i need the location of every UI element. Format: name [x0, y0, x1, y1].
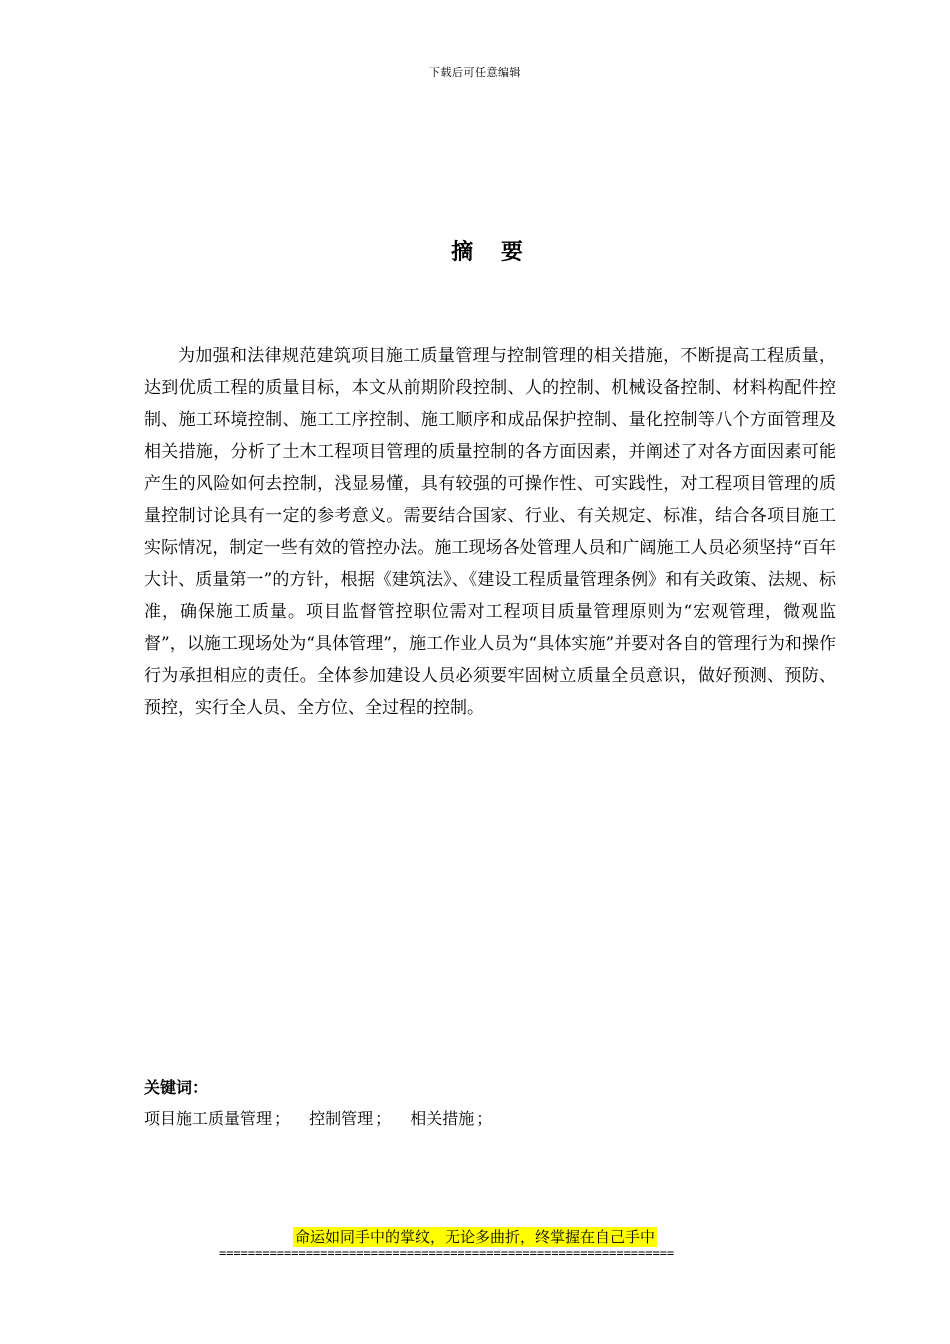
header-note: 下载后可任意编辑 — [429, 66, 521, 79]
page-title: 摘 要 — [451, 240, 533, 265]
footer-motto-container — [0, 1227, 950, 1247]
keyword-item: 控制管理 — [309, 1109, 374, 1128]
footer-motto: 命运如同手中的掌纹，无论多曲折，终掌握在自己手中 — [294, 1228, 655, 1246]
footer-rule: =============================================================== — [219, 1246, 675, 1260]
keywords-label: 关键词： — [144, 1078, 209, 1097]
keyword-separator: ； — [375, 1109, 392, 1128]
keywords-list — [144, 1108, 506, 1130]
keyword-separator: ； — [274, 1109, 291, 1128]
keyword-separator: ； — [476, 1109, 493, 1128]
keyword-item: 项目施工质量管理 — [144, 1109, 273, 1128]
keyword-item: 相关措施 — [410, 1109, 475, 1128]
abstract-paragraph: 为加强和法律规范建筑项目施工质量管理与控制管理的相关措施，不断提高工程质量，达到优质工程的质量目标，本文从前期阶段控制、人的控制、机械设备控制、材料构配件控制、施工环境控制、施工工序控制、施工顺序和成品保护控制、量化控制等八个方面管理及相关措施，分析了土木工程项目管理的质量控制的各方面因素，并阐述了对各方面因素可能产生的风险如何去控制，浅显易懂，具有较强的可操作性、可实践性，对工程项目管理的质量控制讨论具有一定的参考意义。需要结合国家、行业、有关规定、标准，结合各项目施工实际情况，制定一些有效的管控办法。施工现场各处管理人员和广阔施工人员必须坚持“百年大计、质量第一”的方针，根据《建筑法》、《建设工程质量管理条例》和有关政策、法规、标准，确保施工质量。项目监督管控职位需对工程项目质量管理原则为“宏观管理，微观监督”，以施工现场处为“具体管理”，施工作业人员为“具体实施”并要对各自的管理行为和操作行为承担相应的责任。全体参加建设人员必须要牢固树立质量全员意识，做好预测、预防、预控，实行全人员、全方位、全过程的控制。 — [144, 346, 836, 718]
